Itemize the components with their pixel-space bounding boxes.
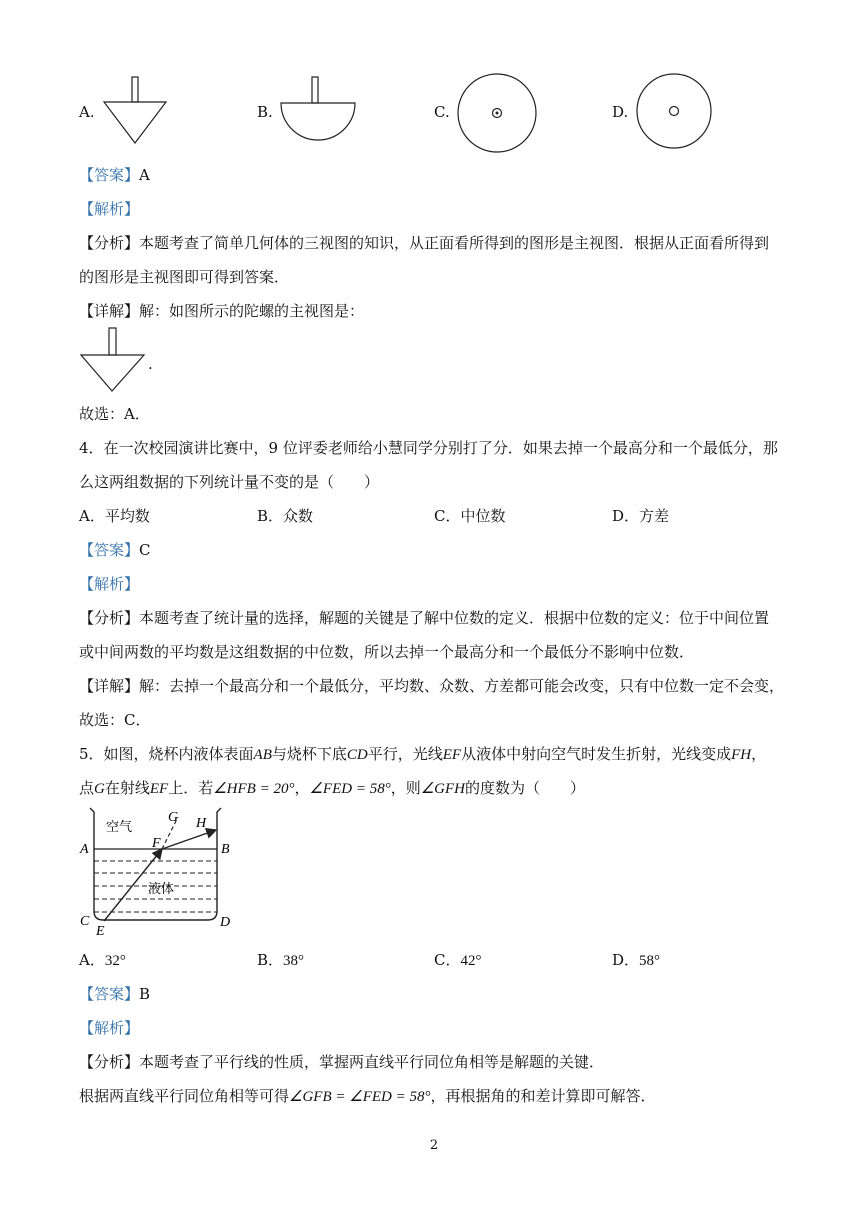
q3-option-b-label: B. xyxy=(257,103,273,121)
q4-option-a: A．平均数 xyxy=(79,507,150,525)
main-view-figure xyxy=(80,327,150,395)
q5-jiexi: 【解析】 xyxy=(79,1019,140,1037)
label-h: H xyxy=(196,816,207,831)
q3-guxuan: 故选：A． xyxy=(79,405,150,423)
q4-stem-line1: 4．在一次校园演讲比赛中，9 位评委老师给小慧同学分别打了分．如果去掉一个最高分和一个最低分，那 xyxy=(79,439,778,457)
q3-option-c-label: C. xyxy=(434,103,450,121)
q4-answer: 【答案】C xyxy=(79,541,151,559)
q3-option-d-label: D. xyxy=(612,103,629,121)
q4-jiexi: 【解析】 xyxy=(79,575,140,593)
label-a: A xyxy=(80,842,89,857)
option-c-circle-dot-figure xyxy=(455,72,541,156)
figure-period: . xyxy=(148,355,153,373)
q4-fenxi-line1: 【分析】本题考查了统计量的选择，解题的关键是了解中位数的定义．根据中位数的定义：位于中间位置 xyxy=(79,609,770,627)
q3-fenxi-line1: 【分析】本题考查了简单几何体的三视图的知识，从正面看所得到的图形是主视图．根据从正面看所得到 xyxy=(79,234,770,252)
q3-jiexi: 【解析】 xyxy=(79,200,140,218)
q4-guxuan: 故选：C． xyxy=(79,711,151,729)
q5-answer: 【答案】B xyxy=(79,985,151,1003)
q5-option-a: A．32° xyxy=(79,951,126,969)
label-f: F xyxy=(152,836,161,851)
q4-xiangjie: 【详解】解：去掉一个最高分和一个最低分，平均数、众数、方差都可能会改变，只有中位数一定不会变， xyxy=(79,677,785,695)
q4-fenxi-line2: 或中间两数的平均数是这组数据的中位数，所以去掉一个最高分和一个最低分不影响中位数． xyxy=(79,643,695,661)
q3-answer: 【答案】A xyxy=(79,166,150,184)
label-liquid: 液体 xyxy=(148,882,175,897)
q3-xiangjie: 【详解】解：如图所示的陀螺的主视图是： xyxy=(79,302,365,320)
q3-option-a-label: A. xyxy=(79,103,95,121)
page-number: 2 xyxy=(429,1138,439,1153)
beaker-refraction-figure xyxy=(76,805,236,940)
q5-last-line: 根据两直线平行同位角相等可得∠GFB = ∠FED = 58°，再根据角的和差计算即可解答． xyxy=(79,1087,656,1105)
ray-fh xyxy=(162,830,216,849)
q5-stem-line2: 点G在射线EF上．若∠HFB = 20°，∠FED = 58°，则∠GFH的度数为（ ） xyxy=(79,779,586,797)
label-c: C xyxy=(80,914,90,929)
label-e: E xyxy=(96,924,105,939)
label-b: B xyxy=(221,842,230,857)
q3-fenxi-line2: 的图形是主视图即可得到答案． xyxy=(79,268,290,286)
option-a-top-figure xyxy=(100,75,170,147)
q5-option-b: B．38° xyxy=(257,951,305,969)
label-d: D xyxy=(220,915,231,930)
label-air: 空气 xyxy=(106,820,133,835)
q5-stem-line1: 5．如图，烧杯内液体表面AB与烧杯下底CD平行，光线EF从液体中射向空气时发生折射，光线变成FH， xyxy=(79,745,767,763)
q4-stem-line2: 么这两组数据的下列统计量不变的是（ ） xyxy=(79,473,380,491)
option-d-circle-figure xyxy=(633,72,717,152)
label-g: G xyxy=(168,810,179,825)
q5-option-d: D．58° xyxy=(612,951,661,969)
q4-option-d: D．方差 xyxy=(612,507,670,525)
q5-fenxi: 【分析】本题考查了平行线的性质，掌握两直线平行同位角相等是解题的关键． xyxy=(79,1053,605,1071)
q4-option-b: B．众数 xyxy=(257,507,314,525)
q5-option-c: C．42° xyxy=(434,951,482,969)
option-b-semicircle-figure xyxy=(278,75,358,145)
q4-option-c: C．中位数 xyxy=(434,507,506,525)
